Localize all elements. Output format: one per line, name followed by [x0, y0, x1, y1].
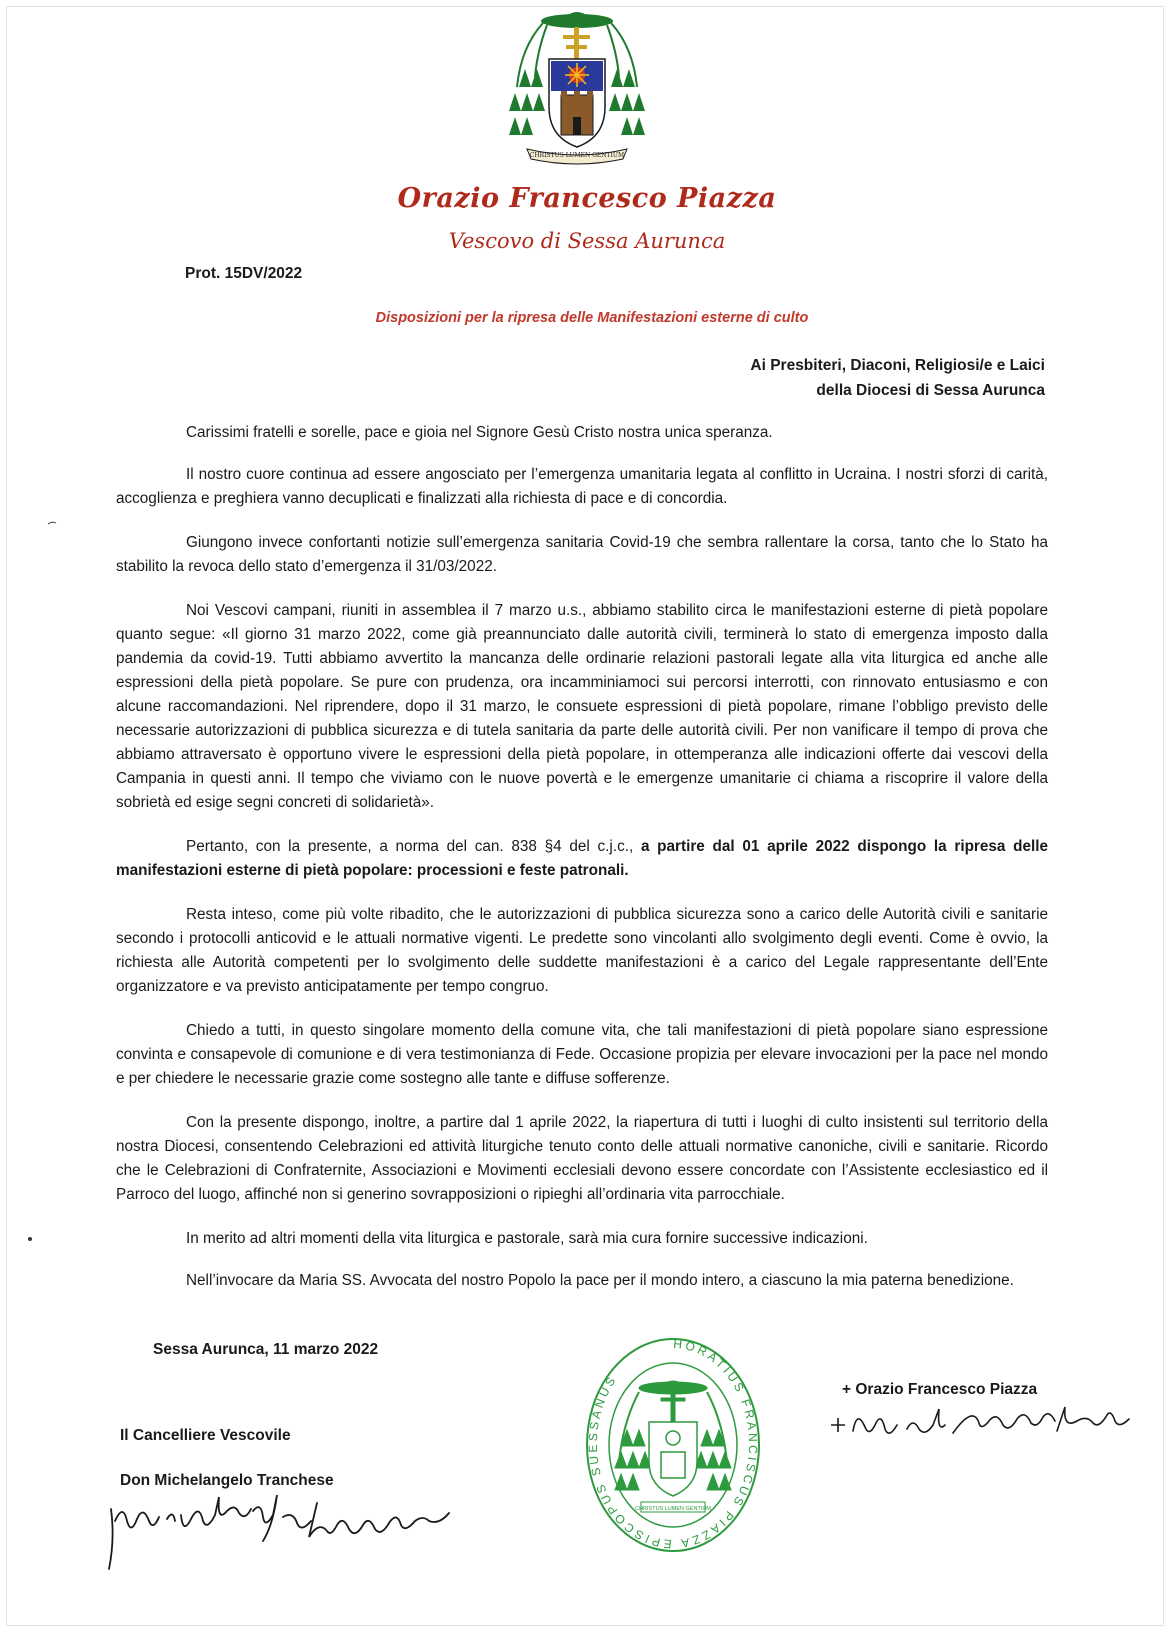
decree-bold-text: a partire dal 01 aprile 2022 dispongo la ripresa delle manifestazioni esterne di pietà popolare: processioni e feste patronali.: [116, 838, 1048, 879]
addressees: [750, 353, 1045, 403]
paragraph-further-indications: In merito ad altri momenti della vita liturgica e pastorale, sarà mia cura fornire successive indicazioni.: [186, 1230, 868, 1247]
addressees-line1: Ai Presbiteri, Diaconi, Religiosi/e e Laici: [750, 357, 1045, 374]
bishop-handwritten-signature: [827, 1399, 1147, 1449]
paragraph-covid: Giungono invece confortanti notizie sull’emergenza sanitaria Covid-19 che sembra rallentare la corsa, tanto che lo Stato ha stabilito la revoca dello stato d’emergenza il 31/03/2022.: [116, 534, 1048, 575]
paragraph-blessing: Nell’invocare da Maria SS. Avvocata del nostro Popolo la pace per il mondo intero, a ciascuno la mia paterna benedizione.: [186, 1272, 1014, 1289]
chancellor-title: Il Cancelliere Vescovile: [120, 1427, 291, 1444]
paragraph-bishops-assembly: Noi Vescovi campani, riuniti in assemblea il 7 marzo u.s., abbiamo stabilito circa le manifestazioni esterne di pietà popolare quanto segue: «Il giorno 31 marzo 2022, come già preannunciato dalle autorità civili, terminerà lo stato di emergenza imposto dalla pandemia da covid-19. Tutti abbiamo avvertito la mancanza delle ordinarie relazioni pastorali legate alla vita liturgica ed anche alle espressioni della pietà popolare. Se pure con prudenza, ora incamminiamoci sui percorsi interrotti, con rinnovato entusiasmo e con alcune raccomandazioni. Nel riprendere, dopo il 31 marzo, le consuete espressioni di pietà popolare, rimane l’obbligo previsto delle necessarie autorizzazioni di pubblica sicurezza e di tutela sanitaria da parte delle autorità civili. Per non vanificare il tempo di prova che abbiamo attraversato è opportuno vivere le espressioni della pietà popolare, in ottemperanza alle indicazioni offerte dai vescovi della Campania in questi anni. Il tempo che viviamo con le nuove povertà e le emergenze umanitarie ci chiama a riscoprire il valore della sobrietà ed esige segni concreti di solidarietà».: [116, 602, 1048, 811]
letter-body: [116, 421, 1048, 1313]
paragraph-reopening: Con la presente dispongo, inoltre, a partire dal 1 aprile 2022, la riapertura di tutti i luoghi di culto insistenti sul territorio della nostra Diocesi, consentendo Celebrazioni ed attività liturgiche tenuto conto delle attuali normative canoniche, civili e sanitarie. Ricordo che le Celebrazioni di Confraternite, Associazioni e Movimenti ecclesiali devono essere concordate con l’Assistente ecclesiastico ed il Parroco del luogo, affinché non si generino sovrapposizioni o ripieghi all’ordinaria vita parrocchiale.: [116, 1114, 1048, 1203]
paragraph-ukraine: Il nostro cuore continua ad essere angosciato per l’emergenza umanitaria legata al conflitto in Ucraina. I nostri sforzi di carità, accoglienza e preghiera vanno decuplicati e finalizzati alla richiesta di pace e di concordia.: [116, 466, 1048, 507]
paragraph-greeting: Carissimi fratelli e sorelle, pace e gioia nel Signore Gesù Cristo nostra unica speranza.: [186, 424, 773, 441]
seal-ring-text: HORATIUS FRANCISCUS PIAZZA EPISCOPUS SUESSANUS: [585, 1336, 761, 1552]
seal-motto: CHRISTUS LUMEN GENTIUM: [635, 1506, 711, 1512]
letter-page: [6, 6, 1164, 1626]
bishop-sign-label: + Orazio Francesco Piazza: [842, 1381, 1038, 1398]
chancellor-name: Don Michelangelo Tranchese: [120, 1472, 334, 1489]
place-date: Sessa Aurunca, 11 marzo 2022: [153, 1341, 379, 1358]
paragraph-authorizations: Resta inteso, come più volte ribadito, che le autorizzazioni di pubblica sicurezza sono a carico delle Autorità civili e sanitarie secondo i protocolli anticovid e le attuali normative vigenti. Le predette sono vincolanti allo svolgimento degli eventi. Come è ovvio, la richiesta alle Autorità competenti per lo svolgimento delle suddette manifestazioni è a carico del Legale rappresentante dell’Ente organizzatore e va previsto anticipatamente per tempo congruo.: [116, 906, 1048, 995]
scan-dot: [28, 1237, 32, 1241]
addressees-line2: della Diocesi di Sessa Aurunca: [816, 382, 1045, 399]
coat-of-arms: [507, 7, 647, 179]
paragraph-decree: [116, 835, 1048, 883]
protocol-number: Prot. 15DV/2022: [185, 265, 303, 282]
scan-mark: [47, 520, 57, 526]
bishop-name: Orazio Francesco Piazza: [397, 183, 777, 214]
chancellor-handwritten-signature: [103, 1481, 473, 1573]
decree-plain-text: Pertanto, con la presente, a norma del can. 838 §4 del c.j.c.,: [186, 838, 641, 855]
crest-motto: CHRISTUS LUMEN GENTIUM: [529, 152, 625, 159]
paragraph-request: Chiedo a tutti, in questo singolare momento della comune vita, che tali manifestazioni di pietà popolare siano espressione convinta e consapevole di comunione e di vera testimonianza di Fede. Occasione propizia per elevare invocazioni per la pace nel mondo e per chiedere le necessarie grazie come sostegno alle tante e diffuse sofferenze.: [116, 1022, 1048, 1087]
document-title: Disposizioni per la ripresa delle Manifestazioni esterne di culto: [375, 310, 809, 326]
episcopal-seal: [579, 1330, 767, 1560]
bishop-title: Vescovo di Sessa Aurunca: [448, 229, 726, 253]
